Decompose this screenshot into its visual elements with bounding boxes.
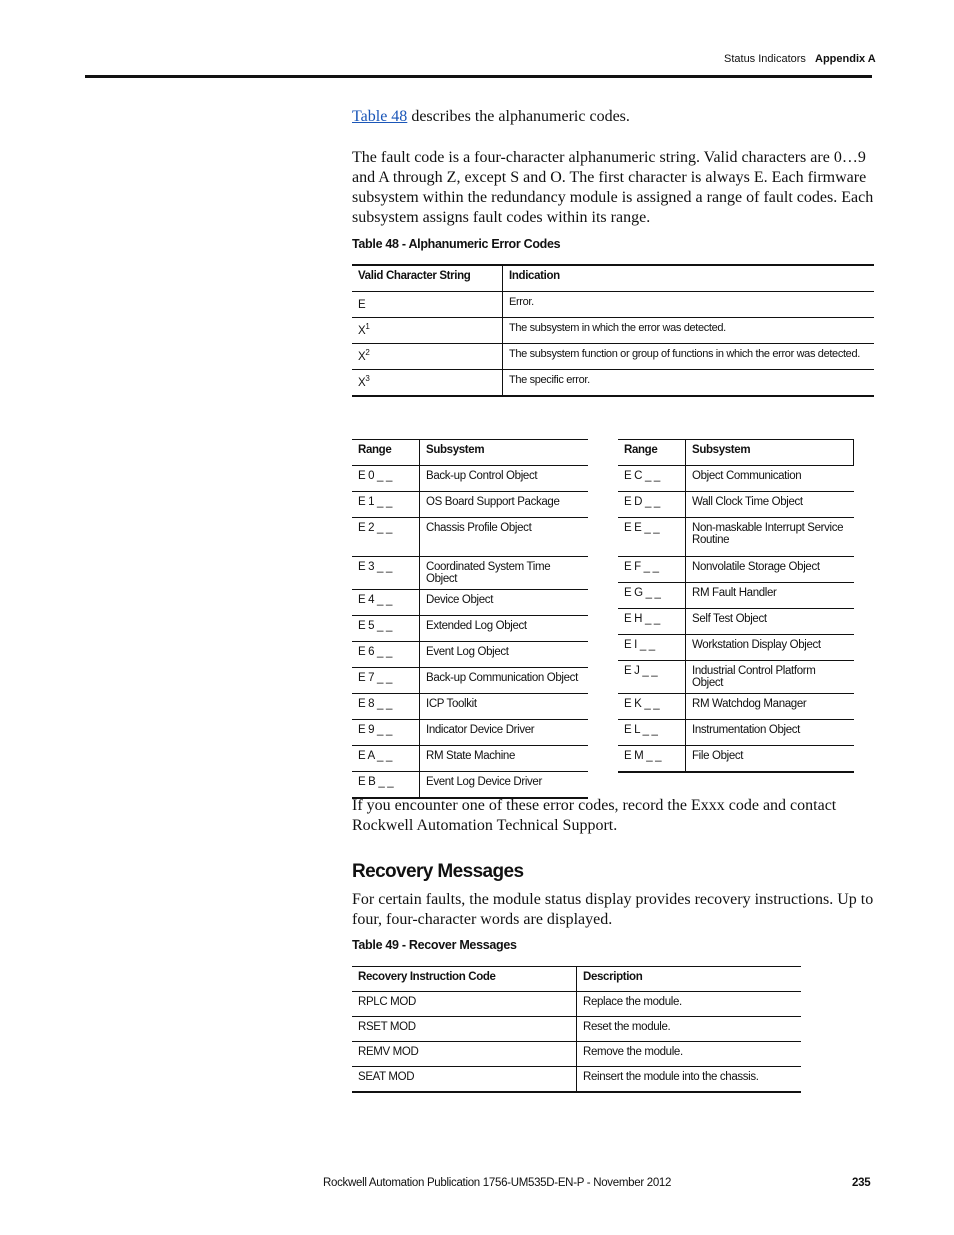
subsystem-cell: Industrial Control Platform Object <box>692 665 816 689</box>
error-contact-paragraph: If you encounter one of these error codes, record the Exxx code and contact Rockwell Automation Technical Support. <box>352 797 837 834</box>
table-row <box>352 1067 801 1093</box>
table-row <box>352 694 588 720</box>
subsystem-cell: Nonvolatile Storage Object <box>692 561 820 573</box>
table-row <box>352 772 588 799</box>
recovery-paragraph: For certain faults, the module status display provides recovery instructions. Up to four, four-character words are displayed. <box>352 891 874 928</box>
range-cell: E 0 _ _ <box>352 466 420 492</box>
recover-messages-table <box>352 966 801 1093</box>
intro-text: describes the alphanumeric codes. <box>407 108 630 125</box>
table-row <box>618 492 854 518</box>
subsystem-cell: Chassis Profile Object <box>426 522 532 534</box>
recovery-code-cell: RPLC MOD <box>352 992 577 1017</box>
footer-publication: Rockwell Automation Publication 1756-UM535D-EN-P - November 2012 <box>323 1177 672 1189</box>
subsystem-cell: Event Log Device Driver <box>426 776 542 788</box>
range-cell: E M _ _ <box>618 746 686 773</box>
header-rule <box>85 75 872 78</box>
table-row <box>618 557 854 583</box>
indication-cell: The specific error. <box>509 374 590 386</box>
table-row <box>352 616 588 642</box>
table-row <box>618 518 854 557</box>
column-header: Valid Character String <box>352 265 503 292</box>
character-string-cell: $X^3$ <box>352 370 503 397</box>
subsystem-cell: Self Test Object <box>692 613 767 625</box>
table-row <box>352 668 588 694</box>
running-header-appendix: Appendix A <box>815 53 876 65</box>
subsystem-cell: Indicator Device Driver <box>426 724 535 736</box>
table-row <box>618 661 854 694</box>
subsystem-cell: Device Object <box>426 594 494 606</box>
fault-code-paragraph: The fault code is a four-character alphanumeric string. Valid characters are 0…9 and A through Z, except S and O. The first character is always E. Each firmware subsystem within the redundancy module is assigned a range of fault codes. Each subsystem assigns fault codes within its range. <box>352 149 874 226</box>
table-row <box>618 694 854 720</box>
table-row <box>352 720 588 746</box>
range-cell: E B _ _ <box>352 772 420 799</box>
character-string-cell: E <box>352 292 503 318</box>
section-heading: Recovery Messages <box>352 861 524 882</box>
subsystem-cell: RM Fault Handler <box>692 587 777 599</box>
subsystem-cell: Back-up Communication Object <box>426 672 578 684</box>
character-string-cell: $X^1$ <box>352 318 503 344</box>
table-row <box>618 609 854 635</box>
subsystem-range-table-right <box>618 439 854 773</box>
table-row <box>352 318 874 344</box>
subsystem-cell: Extended Log Object <box>426 620 527 632</box>
description-cell: Replace the module. <box>583 996 682 1008</box>
column-header: Recovery Instruction Code <box>352 967 577 992</box>
table-row <box>618 720 854 746</box>
subsystem-range-table-left <box>352 439 588 799</box>
table-48-link[interactable]: Table 48 <box>352 108 408 125</box>
table-row <box>352 590 588 616</box>
range-cell: E 9 _ _ <box>352 720 420 746</box>
range-cell: E 2 _ _ <box>352 518 420 557</box>
recovery-code-cell: RSET MOD <box>352 1017 577 1042</box>
range-cell: E E _ _ <box>618 518 686 557</box>
range-cell: E 3 _ _ <box>352 557 420 590</box>
page-number: 235 <box>852 1177 871 1189</box>
column-header: Subsystem <box>686 440 854 466</box>
table-row <box>618 466 854 492</box>
character-string-cell: $X^2$ <box>352 344 503 370</box>
subsystem-cell: Instrumentation Object <box>692 724 800 736</box>
table-48-caption: Table 48 - Alphanumeric Error Codes <box>352 237 561 251</box>
intro-paragraph <box>352 107 877 127</box>
range-cell: E D _ _ <box>618 492 686 518</box>
range-cell: E J _ _ <box>618 661 686 694</box>
alphanumeric-error-codes-table <box>352 264 874 397</box>
subsystem-cell: Workstation Display Object <box>692 639 821 651</box>
description-cell: Reset the module. <box>583 1021 671 1033</box>
table-header-row <box>352 265 874 292</box>
table-49-caption: Table 49 - Recover Messages <box>352 938 517 952</box>
table-header-row <box>352 440 588 466</box>
table-header-row <box>352 967 801 992</box>
subsystem-cell: File Object <box>692 750 744 762</box>
range-cell: E K _ _ <box>618 694 686 720</box>
subsystem-cell: Back-up Control Object <box>426 470 538 482</box>
running-header-section: Status Indicators <box>724 53 806 65</box>
range-cell: E 6 _ _ <box>352 642 420 668</box>
subsystem-cell: RM Watchdog Manager <box>692 698 807 710</box>
range-cell: E H _ _ <box>618 609 686 635</box>
range-cell: E 1 _ _ <box>352 492 420 518</box>
column-header: Range <box>618 440 686 466</box>
range-cell: E 7 _ _ <box>352 668 420 694</box>
table-row <box>352 518 588 557</box>
table-row <box>352 344 874 370</box>
indication-cell: Error. <box>509 296 534 308</box>
table-row <box>352 1042 801 1067</box>
subsystem-cell: Event Log Object <box>426 646 509 658</box>
recovery-code-cell: REMV MOD <box>352 1042 577 1067</box>
table-row <box>352 370 874 397</box>
column-header: Subsystem <box>426 444 485 456</box>
column-header: Indication <box>509 270 560 282</box>
subsystem-cell: Wall Clock Time Object <box>692 496 803 508</box>
subsystem-cell: Non-maskable Interrupt Service Routine <box>692 522 844 546</box>
table-row <box>352 492 588 518</box>
range-cell: E F _ _ <box>618 557 686 583</box>
recovery-code-cell: SEAT MOD <box>352 1067 577 1093</box>
table-row <box>352 992 801 1017</box>
indication-cell: The subsystem function or group of functions in which the error was detected. <box>509 348 860 360</box>
table-row <box>352 292 874 318</box>
table-row <box>618 746 854 773</box>
range-cell: E G _ _ <box>618 583 686 609</box>
description-cell: Reinsert the module into the chassis. <box>583 1071 759 1083</box>
range-cell: E 8 _ _ <box>352 694 420 720</box>
column-header: Description <box>583 971 643 983</box>
subsystem-cell: RM State Machine <box>426 750 515 762</box>
subsystem-cell: Object Communication <box>692 470 802 482</box>
description-cell: Remove the module. <box>583 1046 683 1058</box>
column-header: Range <box>352 440 420 466</box>
table-row <box>352 557 588 590</box>
table-row <box>352 466 588 492</box>
table-row <box>352 642 588 668</box>
range-cell: E 4 _ _ <box>352 590 420 616</box>
range-cell: E C _ _ <box>618 466 686 492</box>
table-header-row <box>618 440 854 466</box>
indication-cell: The subsystem in which the error was detected. <box>509 322 726 334</box>
range-cell: E I _ _ <box>618 635 686 661</box>
table-row <box>618 635 854 661</box>
range-cell: E L _ _ <box>618 720 686 746</box>
table-row <box>618 583 854 609</box>
table-row <box>352 746 588 772</box>
range-cell: E 5 _ _ <box>352 616 420 642</box>
subsystem-cell: Coordinated System Time Object <box>426 561 551 585</box>
table-row <box>352 1017 801 1042</box>
subsystem-cell: OS Board Support Package <box>426 496 560 508</box>
subsystem-cell: ICP Toolkit <box>426 698 477 710</box>
range-cell: E A _ _ <box>352 746 420 772</box>
